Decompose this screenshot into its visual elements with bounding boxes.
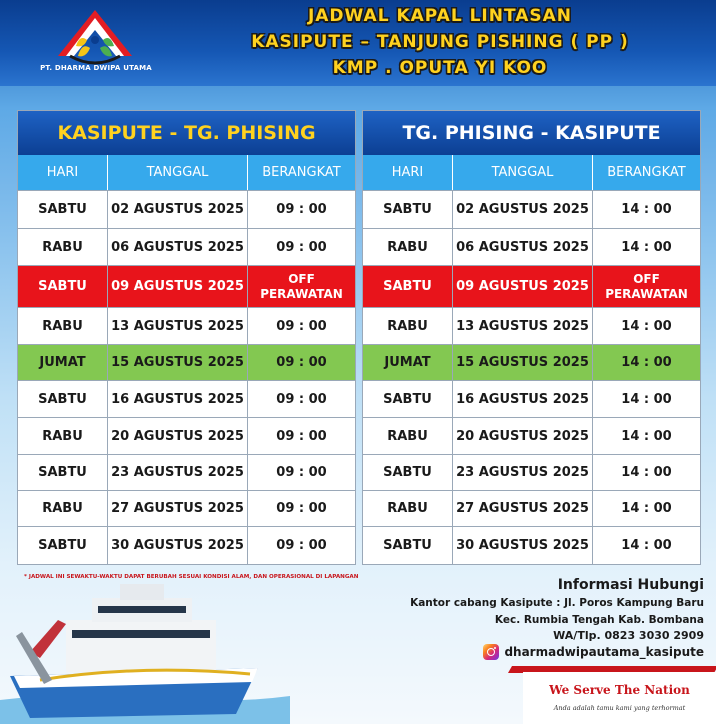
- cell-departure: 14 : 00: [621, 538, 672, 553]
- table-row: [363, 417, 700, 454]
- cell-date: 02 AGUSTUS 2025: [108, 191, 248, 228]
- table-header: [363, 155, 700, 190]
- cell-day: RABU: [18, 229, 108, 265]
- cell-departure: [248, 266, 355, 307]
- cell-day: SABTU: [18, 381, 108, 417]
- cell-date: 13 AGUSTUS 2025: [453, 308, 593, 344]
- cell-date: 02 AGUSTUS 2025: [453, 191, 593, 228]
- cell-date: 27 AGUSTUS 2025: [453, 491, 593, 526]
- cell-departure: [593, 266, 700, 307]
- column-header-day: HARI: [18, 155, 108, 190]
- cell-date: 13 AGUSTUS 2025: [108, 308, 248, 344]
- schedule-table-tgphising-kasipute: [362, 110, 701, 565]
- title-line-3: KMP . OPUTA YI KOO: [332, 58, 548, 78]
- cell-date: 09 AGUSTUS 2025: [453, 266, 593, 307]
- instagram-icon: [483, 644, 499, 660]
- cell-day: RABU: [18, 418, 108, 454]
- cell-date: 16 AGUSTUS 2025: [453, 381, 593, 417]
- cell-day: JUMAT: [18, 345, 108, 380]
- cell-date: 15 AGUSTUS 2025: [453, 345, 593, 380]
- table-row: [18, 380, 355, 417]
- table-row: [18, 526, 355, 564]
- cell-day: SABTU: [18, 455, 108, 490]
- cell-departure: 09 : 00: [276, 465, 327, 480]
- table-header: [18, 155, 355, 190]
- cell-departure: 09 : 00: [276, 501, 327, 516]
- cell-departure: 14 : 00: [621, 501, 672, 516]
- contact-title: Informasi Hubungi: [557, 577, 704, 593]
- cell-date: 23 AGUSTUS 2025: [453, 455, 593, 490]
- column-header-day: HARI: [363, 155, 453, 190]
- cell-departure: 09 : 00: [276, 391, 327, 407]
- schedule-disclaimer: * JADWAL INI SEWAKTU-WAKTU DAPAT BERUBAH SESUAI KONDISI ALAM, DAN OPERASIONAL DI LAPANGAN: [24, 574, 359, 580]
- cell-day: SABTU: [363, 266, 453, 307]
- cell-departure: 14 : 00: [621, 428, 672, 444]
- page-header: [0, 0, 716, 86]
- table-row: [18, 454, 355, 490]
- cell-day: RABU: [363, 229, 453, 265]
- contact-address-line-2: Kec. Rumbia Tengah Kab. Bombana: [494, 614, 704, 626]
- cell-date: 16 AGUSTUS 2025: [108, 381, 248, 417]
- column-header-departure: BERANGKAT: [262, 165, 341, 180]
- table-title: TG. PHISING - KASIPUTE: [363, 111, 700, 155]
- table-row: [18, 190, 355, 228]
- title-line-2: KASIPUTE – TANJUNG PISHING ( PP ): [251, 32, 629, 52]
- cell-day: SABTU: [18, 191, 108, 228]
- cell-date: 20 AGUSTUS 2025: [453, 418, 593, 454]
- cell-departure: 14 : 00: [621, 318, 672, 334]
- table-row: [363, 380, 700, 417]
- table-row: [18, 307, 355, 344]
- table-row: [18, 417, 355, 454]
- cell-departure: 09 : 00: [276, 239, 327, 255]
- table-row: [363, 228, 700, 265]
- cell-day: SABTU: [363, 381, 453, 417]
- schedule-table-kasipute-tgphising: [17, 110, 356, 565]
- column-header-departure: BERANGKAT: [607, 165, 686, 180]
- slogan-sub: Anda adalah tamu kami yang terhormat: [553, 704, 686, 712]
- slogan-box: [523, 672, 716, 724]
- cell-day: SABTU: [363, 191, 453, 228]
- cell-departure: 09 : 00: [276, 538, 327, 553]
- slogan-main: We Serve The Nation: [549, 683, 690, 697]
- cell-day: RABU: [18, 491, 108, 526]
- table-row: [18, 344, 355, 380]
- table-row: [363, 265, 700, 307]
- cell-day: SABTU: [363, 455, 453, 490]
- cell-departure: 09 : 00: [276, 318, 327, 334]
- instagram-handle-text: dharmadwipautama_kasipute: [504, 645, 704, 659]
- table-row: [18, 228, 355, 265]
- title-line-1: JADWAL KAPAL LINTASAN: [307, 6, 573, 26]
- cell-date: 20 AGUSTUS 2025: [108, 418, 248, 454]
- cell-date: 06 AGUSTUS 2025: [108, 229, 248, 265]
- table-row: [363, 454, 700, 490]
- column-header-date: TANGGAL: [453, 155, 593, 190]
- cell-departure: 09 : 00: [276, 355, 327, 370]
- cell-date: 30 AGUSTUS 2025: [108, 527, 248, 564]
- cell-day: SABTU: [363, 527, 453, 564]
- cell-date: 06 AGUSTUS 2025: [453, 229, 593, 265]
- table-row: [363, 526, 700, 564]
- cell-departure: 09 : 00: [276, 202, 327, 217]
- contact-phone: WA/Tlp. 0823 3030 2909: [553, 629, 704, 642]
- table-row: [363, 344, 700, 380]
- cell-day: RABU: [18, 308, 108, 344]
- company-name: PT. DHARMA DWIPA UTAMA: [40, 64, 152, 72]
- cell-departure: 14 : 00: [621, 465, 672, 480]
- cell-departure-maintenance: PERAWATAN: [605, 286, 688, 301]
- cell-day: SABTU: [18, 266, 108, 307]
- table-row: [18, 265, 355, 307]
- column-header-date: TANGGAL: [108, 155, 248, 190]
- cell-date: 09 AGUSTUS 2025: [108, 266, 248, 307]
- table-row: [363, 190, 700, 228]
- cell-departure: 14 : 00: [621, 202, 672, 217]
- instagram-handle[interactable]: [483, 642, 704, 662]
- company-logo-icon: [40, 4, 150, 84]
- cell-day: JUMAT: [363, 345, 453, 380]
- cell-day: RABU: [363, 491, 453, 526]
- cell-departure-maintenance: PERAWATAN: [260, 286, 343, 301]
- table-row: [363, 307, 700, 344]
- cell-date: 15 AGUSTUS 2025: [108, 345, 248, 380]
- table-body: [363, 190, 700, 564]
- cell-date: 30 AGUSTUS 2025: [453, 527, 593, 564]
- cell-departure: 14 : 00: [621, 239, 672, 255]
- cell-departure-off: OFF: [633, 271, 660, 286]
- table-body: [18, 190, 355, 564]
- contact-address-line-1: Kantor cabang Kasipute : Jl. Poros Kampung Baru: [410, 597, 704, 609]
- table-title: KASIPUTE - TG. PHISING: [18, 111, 355, 155]
- cell-departure: 09 : 00: [276, 428, 327, 444]
- cell-departure-off: OFF: [288, 271, 315, 286]
- table-row: [363, 490, 700, 526]
- cell-date: 23 AGUSTUS 2025: [108, 455, 248, 490]
- cell-departure: 14 : 00: [621, 355, 672, 370]
- ferry-ship-icon: [0, 580, 290, 724]
- cell-day: RABU: [363, 308, 453, 344]
- table-row: [18, 490, 355, 526]
- cell-day: SABTU: [18, 527, 108, 564]
- cell-date: 27 AGUSTUS 2025: [108, 491, 248, 526]
- cell-day: RABU: [363, 418, 453, 454]
- cell-departure: 14 : 00: [621, 391, 672, 407]
